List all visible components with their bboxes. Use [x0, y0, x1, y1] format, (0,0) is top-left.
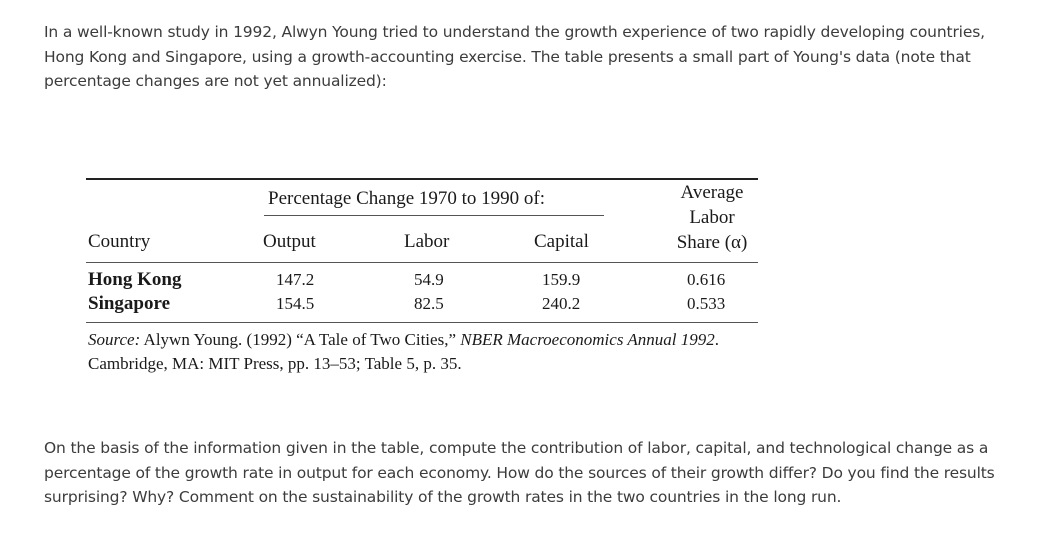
source-text: Alywn Young. (1992) “A Tale of Two Cities,”: [140, 330, 461, 349]
source-journal: NBER Macroeconomics Annual 1992: [460, 330, 715, 349]
alpha-header: [656, 180, 768, 255]
row-capital: 159.9: [542, 270, 581, 289]
row-capital: 240.2: [542, 294, 581, 313]
row-labor: 54.9: [414, 270, 444, 289]
source-text: . Cambridge, MA: MIT Press, pp. 13–53; Table 5, p. 35.: [88, 330, 719, 373]
question-paragraph: On the basis of the information given in the table, compute the contribution of labor, capital, and technological change as a percentage of the growth rate in output for each economy. How do the sources of their growth differ? Do you find the results surprising? Why? Comment on the sustainability of the growth rates in the two countries in the long run.: [44, 439, 995, 506]
row-alpha: 0.533: [687, 294, 726, 313]
table-bottom-rule: [86, 322, 758, 323]
row-labor: 82.5: [414, 294, 444, 313]
row-country: Hong Kong: [88, 269, 182, 290]
column-header-country: Country: [88, 231, 151, 252]
alpha-header-line: Labor: [689, 207, 735, 228]
spanning-header-rule: [264, 215, 604, 216]
header-bottom-rule: [86, 262, 758, 263]
source-label: Source:: [88, 330, 141, 349]
column-header-labor: Labor: [404, 231, 450, 252]
row-output: 147.2: [276, 270, 315, 289]
column-header-capital: Capital: [534, 231, 589, 252]
row-country: Singapore: [88, 293, 171, 314]
intro-paragraph: In a well-known study in 1992, Alwyn Young tried to understand the growth experience of two rapidly developing countries, Hong Kong and Singapore, using a growth-accounting exercise. The table presents a small part of Young's data (note that percentage changes are not yet annualized):: [44, 23, 985, 90]
row-output: 154.5: [276, 294, 315, 313]
table-source-note: [88, 328, 760, 376]
spanning-header: Percentage Change 1970 to 1990 of:: [268, 188, 546, 209]
column-header-output: Output: [263, 231, 316, 252]
alpha-header-line: Share (α): [676, 232, 748, 253]
alpha-header-line: Average: [680, 182, 744, 203]
row-alpha: 0.616: [687, 270, 726, 289]
